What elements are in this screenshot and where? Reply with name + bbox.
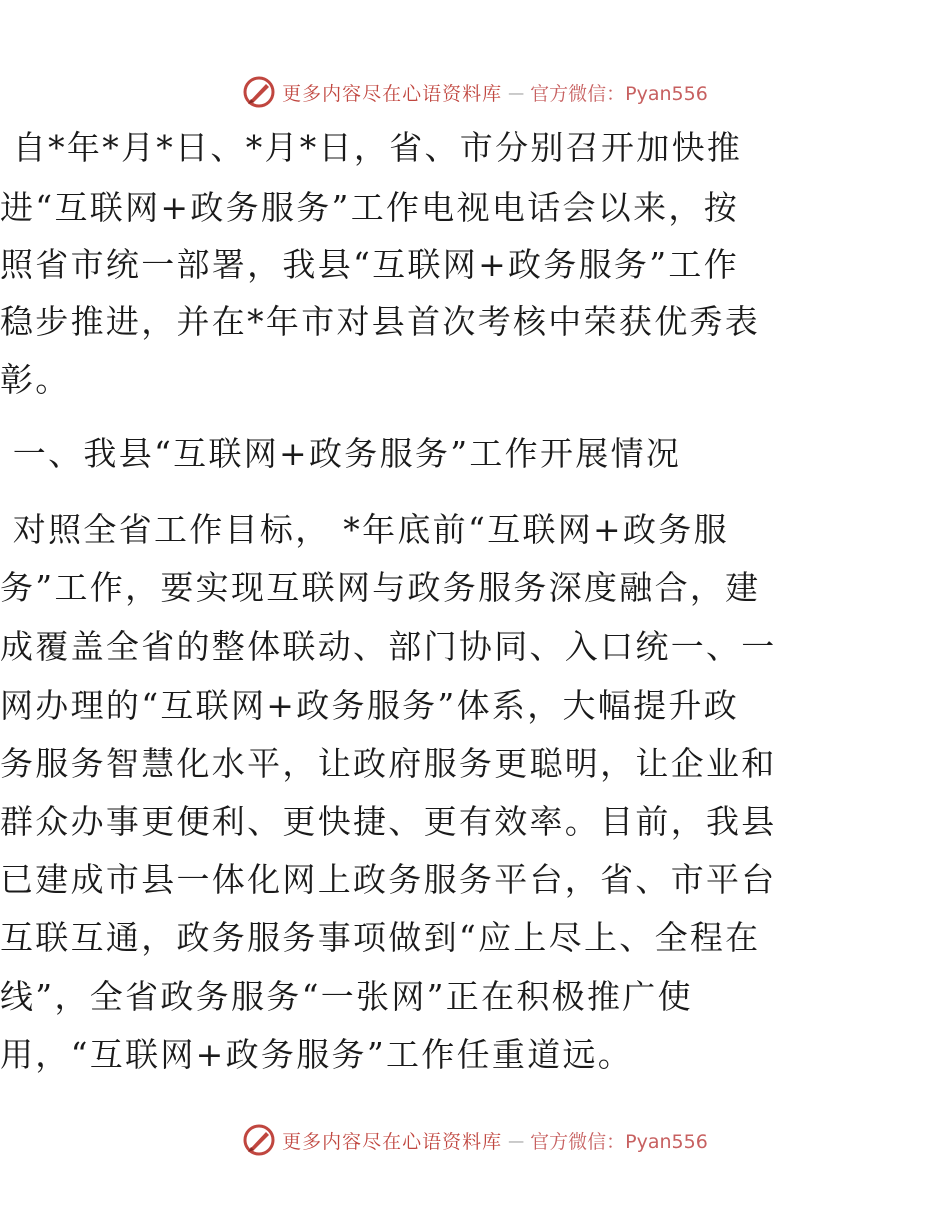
- watermark-separator: —: [508, 1130, 525, 1150]
- watermark-footer: [0, 1120, 950, 1160]
- watermark-separator: —: [508, 82, 525, 102]
- watermark-header: [0, 72, 950, 112]
- text-line: 彰。: [0, 360, 71, 399]
- text-line: 务”工作，要实现互联网与政务服务深度融合，建: [0, 568, 761, 607]
- text-line: 务服务智慧化水平，让政府服务更聪明，让企业和: [0, 744, 777, 783]
- watermark-text: 更多内容尽在心语资料库: [282, 1130, 503, 1153]
- text-line: 成覆盖全省的整体联动、部门协同、入口统一、一: [0, 627, 777, 666]
- quill-logo-icon: [242, 1123, 276, 1157]
- section-heading: 一、我县“互联网+政务服务”工作开展情况: [0, 434, 682, 473]
- watermark-wechat: 官方微信：Pyan556: [530, 1130, 708, 1153]
- text-line: 用，“互联网+政务服务”工作任重道远。: [0, 1035, 634, 1074]
- text-line: 互联互通，政务服务事项做到“应上尽上、全程在: [0, 918, 761, 957]
- text-line: 稳步推进，并在*年市对县首次考核中荣获优秀表: [0, 302, 761, 341]
- text-line: 进“互联网+政务服务”工作电视电话会以来，按: [0, 188, 739, 227]
- text-line: 自*年*月*日、*月*日，省、市分别召开加快推: [0, 128, 743, 167]
- text-line: 群众办事更便利、更快捷、更有效率。目前，我县: [0, 802, 777, 841]
- quill-logo-icon: [242, 75, 276, 109]
- text-line: 照省市统一部署，我县“互联网+政务服务”工作: [0, 245, 739, 284]
- watermark-text: 更多内容尽在心语资料库: [282, 82, 503, 105]
- text-line: 对照全省工作目标， *年底前“互联网+政务服: [0, 510, 729, 549]
- watermark-wechat: 官方微信：Pyan556: [530, 82, 708, 105]
- text-line: 线”，全省政务服务“一张网”正在积极推广使: [0, 977, 693, 1016]
- text-line: 网办理的“互联网+政务服务”体系，大幅提升政: [0, 686, 739, 725]
- text-line: 已建成市县一体化网上政务服务平台，省、市平台: [0, 860, 777, 899]
